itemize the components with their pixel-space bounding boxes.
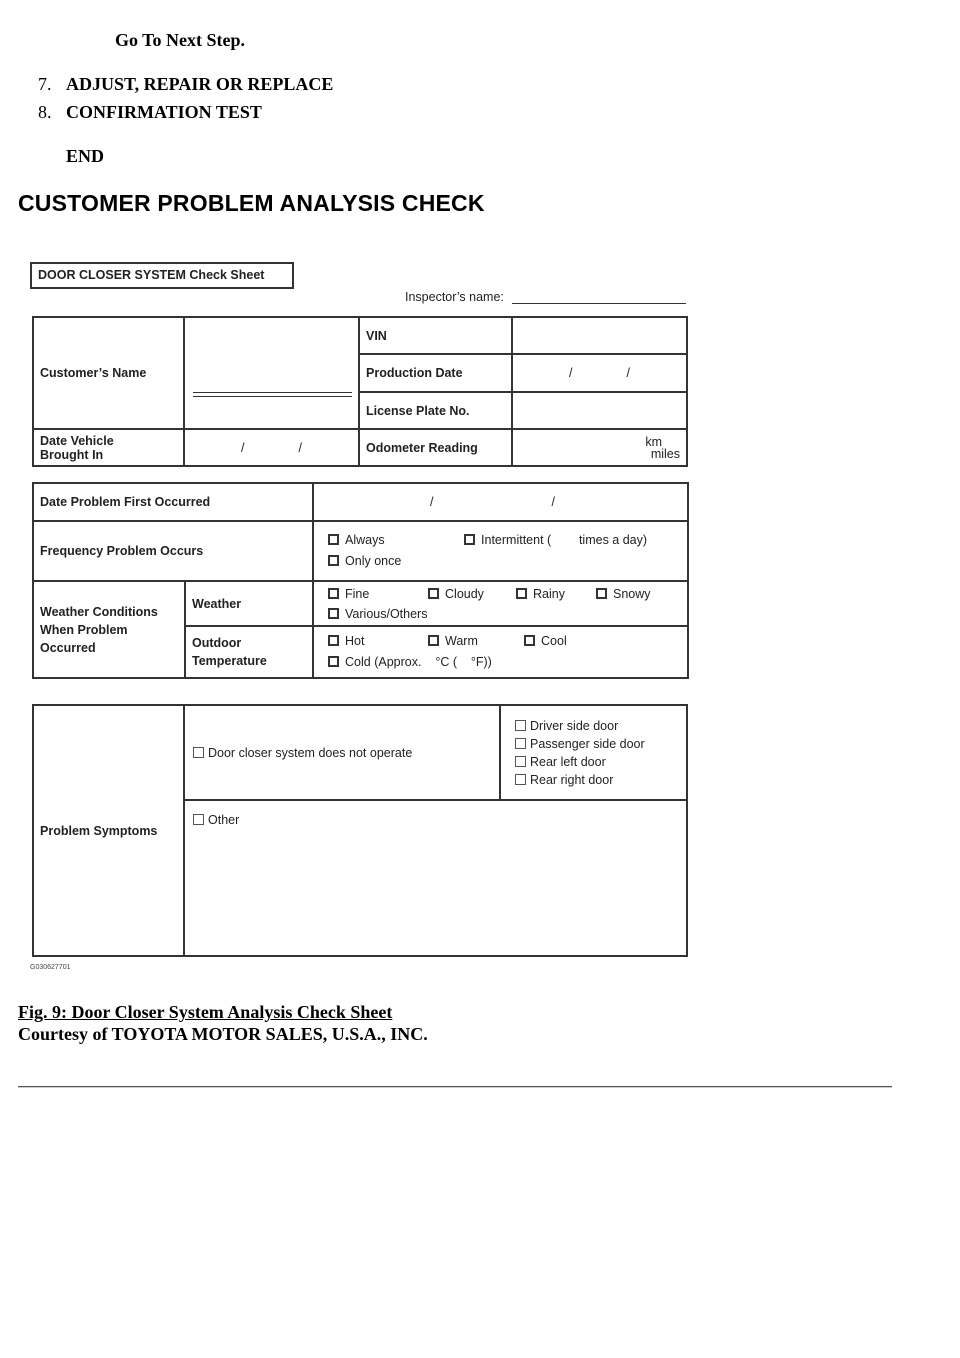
- option-hot: Hot: [328, 631, 428, 652]
- step-7: [38, 74, 333, 95]
- step-label: ADJUST, REPAIR OR REPLACE: [66, 74, 334, 94]
- checkbox-icon: [428, 635, 439, 646]
- check-sheet-title: DOOR CLOSER SYSTEM Check Sheet: [30, 262, 294, 289]
- checkbox-icon: [328, 608, 339, 619]
- checkbox-icon: [515, 756, 526, 767]
- figure-code: G030627701: [30, 964, 71, 971]
- checkbox-icon: [328, 656, 339, 667]
- checkbox-icon: [515, 720, 526, 731]
- section-heading: CUSTOMER PROBLEM ANALYSIS CHECK: [18, 190, 485, 216]
- option-only-once: Only once: [328, 551, 401, 572]
- weather-label: Weather: [185, 581, 313, 626]
- option-fine: Fine: [328, 584, 428, 604]
- inspector-name-label: Inspector’s name:: [405, 290, 504, 304]
- date-slash: /: [569, 366, 573, 380]
- checkbox-icon: [328, 635, 339, 646]
- step-8: [38, 102, 262, 123]
- option-rainy: Rainy: [516, 584, 596, 604]
- vin-label: VIN: [359, 317, 512, 354]
- checkbox-icon: [328, 534, 339, 545]
- figure-courtesy: Courtesy of TOYOTA MOTOR SALES, U.S.A., INC.: [18, 1024, 428, 1044]
- production-date-label: Production Date: [359, 354, 512, 392]
- vin-field: [512, 317, 687, 354]
- date-vehicle-brought-in-label: [33, 429, 184, 466]
- option-passenger-door: Passenger side door: [515, 735, 680, 753]
- date-slash: /: [241, 440, 245, 455]
- date-slash: /: [298, 440, 302, 455]
- option-rear-left-door: Rear left door: [515, 753, 680, 771]
- weather-conditions-label: Weather Conditions When Problem Occurred: [33, 581, 185, 678]
- option-snowy: Snowy: [596, 584, 651, 604]
- step-number: 8.: [38, 102, 52, 122]
- divider-line: [18, 1086, 892, 1088]
- odometer-field: [512, 429, 687, 466]
- vehicle-info-table: [32, 316, 688, 467]
- checkbox-icon: [193, 747, 204, 758]
- option-rear-right-door: Rear right door: [515, 771, 680, 789]
- date-problem-field: [313, 483, 688, 521]
- checkbox-icon: [328, 555, 339, 566]
- option-cold: Cold (Approx. °C ( °F)): [328, 652, 492, 673]
- go-next-step-text: Go To Next Step.: [115, 30, 246, 50]
- checkbox-icon: [515, 774, 526, 785]
- date-brought-in-field: [184, 429, 359, 466]
- symptom-other: Other: [184, 800, 687, 956]
- checkbox-icon: [516, 588, 527, 599]
- option-driver-door: Driver side door: [515, 717, 680, 735]
- date-slash: /: [626, 366, 630, 380]
- odometer-label: Odometer Reading: [359, 429, 512, 466]
- outdoor-temperature-label: Outdoor Temperature: [185, 626, 313, 678]
- figure-caption[interactable]: Fig. 9: Door Closer System Analysis Check Sheet: [18, 1002, 393, 1022]
- date-problem-label: Date Problem First Occurred: [33, 483, 313, 521]
- checkbox-icon: [428, 588, 439, 599]
- option-cool: Cool: [524, 631, 567, 652]
- customer-name-label: Customer’s Name: [33, 317, 184, 429]
- production-date-field: [512, 354, 687, 392]
- license-plate-label: License Plate No.: [359, 392, 512, 429]
- checkbox-icon: [193, 814, 204, 825]
- step-number: 7.: [38, 74, 52, 94]
- step-label: CONFIRMATION TEST: [66, 102, 262, 122]
- date-slash: /: [551, 495, 555, 509]
- inspector-name-line: [512, 303, 686, 304]
- option-warm: Warm: [428, 631, 524, 652]
- checkbox-icon: [524, 635, 535, 646]
- unit-km: km: [645, 434, 662, 449]
- date-vehicle-line: Date Vehicle: [40, 433, 114, 448]
- end-text: END: [66, 146, 105, 166]
- door-options: [500, 705, 687, 800]
- checkbox-icon: [328, 588, 339, 599]
- frequency-options: [313, 521, 688, 581]
- customer-name-field: [184, 317, 359, 429]
- problem-symptoms-label: Problem Symptoms: [33, 705, 184, 956]
- option-cloudy: Cloudy: [428, 584, 516, 604]
- frequency-label: Frequency Problem Occurs: [33, 521, 313, 581]
- checkbox-icon: [515, 738, 526, 749]
- unit-miles: miles: [650, 446, 680, 461]
- option-various: Various/Others: [328, 604, 427, 624]
- option-intermittent: Intermittent ( times a day): [464, 530, 647, 551]
- symptom-not-operate: Door closer system does not operate: [184, 705, 500, 800]
- option-always: Always: [328, 530, 464, 551]
- weather-options: [313, 581, 688, 626]
- temperature-options: [313, 626, 688, 678]
- license-plate-field: [512, 392, 687, 429]
- problem-occurrence-table: [32, 482, 689, 679]
- checkbox-icon: [464, 534, 475, 545]
- problem-symptoms-table: [32, 704, 688, 957]
- brought-in-line: Brought In: [40, 447, 104, 462]
- date-slash: /: [430, 495, 434, 509]
- checkbox-icon: [596, 588, 607, 599]
